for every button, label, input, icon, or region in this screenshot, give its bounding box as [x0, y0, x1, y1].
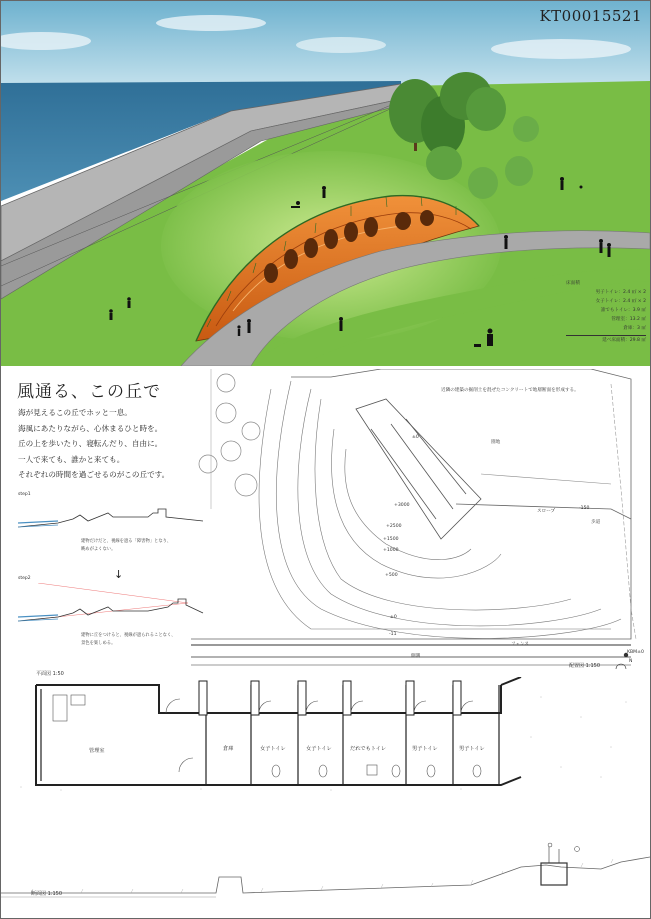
path-edge — [481, 474, 611, 484]
floor-plan-caption: 平面図 1:50 — [36, 671, 64, 677]
level-label: +500 — [385, 573, 398, 578]
step2-caption-line: 景色を楽しめる。 — [81, 641, 116, 646]
concept-line: 海が見えるこの丘でホッと一息。 — [18, 408, 132, 417]
concept-line: 丘の上を歩いたり、寝転んだり、自由に。 — [18, 439, 163, 448]
cloud — [156, 15, 266, 31]
road-label: 側溝 — [411, 654, 421, 659]
level-label: +2500 — [386, 524, 402, 529]
floor-area-row: 女子トイレ：2.4 ㎡ × 2 — [595, 299, 646, 304]
cloud — [491, 39, 631, 59]
step2-label: step2 — [18, 576, 31, 581]
grass-ticks — [31, 859, 613, 893]
walk-label: 歩道 — [591, 520, 601, 525]
floor-area-total: 延べ床面積：29.8 ㎡ — [602, 338, 646, 343]
step2-caption — [81, 632, 175, 648]
room-label: 男子トイレ — [459, 746, 485, 752]
down-arrow-icon: ↓ — [114, 568, 124, 581]
green-label: 園地 — [491, 440, 501, 445]
section-caption: 断面図 1:150 — [31, 891, 62, 897]
site-plan-drawing — [191, 369, 650, 669]
step2-diagram — [18, 583, 208, 633]
floor-area-row: 誰でもトイレ：3.9 ㎡ — [600, 308, 646, 313]
floor-area-table — [566, 279, 646, 345]
level-label: +3000 — [394, 503, 410, 508]
concept-line: 海風にあたりながら、心休まるひと時を。 — [18, 423, 163, 433]
step1-label: step1 — [18, 492, 31, 497]
floor-plan-drawing — [1, 677, 650, 797]
level-label: +1000 — [383, 548, 399, 553]
concept-line: 一人で来ても、誰かと来ても。 — [18, 454, 125, 464]
room-label: 男子トイレ — [412, 746, 438, 752]
step1-caption — [81, 538, 171, 554]
floor-area-row: 倉庫：3 ㎡ — [623, 326, 646, 331]
sidewalk — [611, 384, 636, 639]
building-band — [356, 399, 481, 539]
step1-caption-line: 眺めがよくない。 — [81, 547, 116, 552]
level-label: ±0 — [412, 435, 419, 440]
site-plan-caption: 配置図 1:150 — [569, 663, 600, 669]
concept-text — [18, 405, 169, 483]
level-label: +1500 — [383, 537, 399, 542]
perspective-illustration — [1, 1, 650, 366]
section-drawing — [1, 827, 650, 919]
perspective-drawing — [1, 1, 650, 366]
step1-diagram — [18, 501, 208, 541]
floor-area-row: 管理室：13.2 ㎡ — [611, 317, 646, 322]
concept-line: それぞれの時間を過ごせるのがこの丘です。 — [18, 470, 170, 479]
slope-label: スロープ — [537, 509, 556, 514]
room-label: 女子トイレ — [306, 746, 332, 752]
cloud — [296, 37, 386, 53]
contours — [259, 381, 621, 638]
site-boundary — [191, 369, 631, 639]
step1-caption-line: 建物だけだと、視線を遮る「障害物」となり、 — [81, 539, 172, 544]
room-label: 女子トイレ — [260, 746, 286, 752]
room-label: 管理室 — [89, 748, 105, 754]
floor-area-title: 床面積 — [566, 281, 580, 286]
level-label: ±0 — [390, 615, 397, 620]
concept-title: 風通る、この丘で — [17, 382, 161, 402]
site-note: 近隣の建築の掘削土を混ぜたコンクリートで地層断面を形成する。 — [441, 388, 579, 393]
step2-caption-line: 建物に丘をつけると、視線が遮られることなく、 — [81, 633, 176, 638]
level-label: -11 — [389, 632, 397, 637]
level-label: -150 — [579, 506, 590, 511]
room-label: だれでもトイレ — [350, 746, 387, 752]
north-label: N — [629, 659, 633, 664]
entry-code: KT00015521 — [539, 7, 642, 25]
site-trees — [199, 374, 260, 496]
room-label: 倉庫 — [223, 746, 234, 752]
floor-area-row: 男子トイレ：2.4 ㎡ × 2 — [595, 290, 646, 295]
fence-label: フェンス — [511, 642, 530, 647]
kbm-label: KBM±0 — [627, 650, 644, 655]
